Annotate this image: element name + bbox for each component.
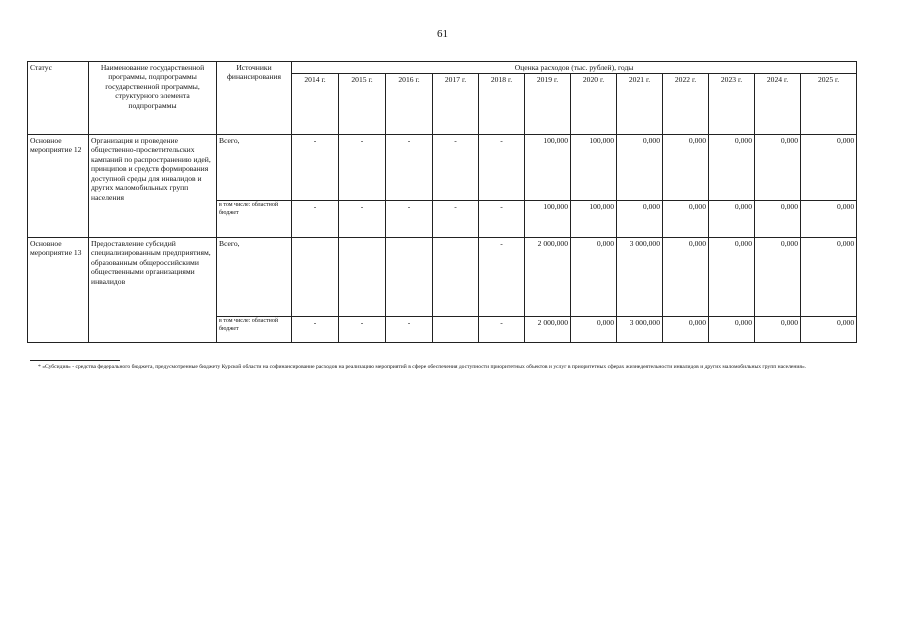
value-cell: 0,000 — [801, 238, 857, 317]
value-cell: - — [339, 201, 386, 238]
footnote-text: * «Субсидия» - средства федерального бюджета, предусмотренные бюджету Курской области на софинансирование расходов на реализацию мероприятий в сфере обеспечения доступности приоритетных объектов и услуг в приоритетных сферах жизнедеятельности инвалидов и других маломобильных групп населения». — [38, 364, 807, 370]
source-regional-budget: в том числе: областной бюджет — [217, 317, 292, 343]
value-cell: - — [386, 135, 433, 201]
year-header: 2025 г. — [801, 74, 857, 135]
value-cell: 0,000 — [755, 135, 801, 201]
year-header: 2016 г. — [386, 74, 433, 135]
value-cell: 0,000 — [709, 317, 755, 343]
year-header: 2020 г. — [571, 74, 617, 135]
year-header: 2023 г. — [709, 74, 755, 135]
value-cell: - — [479, 201, 525, 238]
header-estimate: Оценка расходов (тыс. рублей), годы — [292, 62, 857, 74]
value-cell: 0,000 — [571, 317, 617, 343]
value-cell: 3 000,000 — [617, 238, 663, 317]
value-cell: 0,000 — [801, 135, 857, 201]
row-name: Организация и проведение общественно-просветительских кампаний по распространению идей, принципов и средств формирования доступной среды для инвалидов и других маломобильных групп населения — [89, 135, 217, 238]
value-cell: 0,000 — [709, 135, 755, 201]
value-cell: 0,000 — [755, 201, 801, 238]
value-cell: 3 000,000 — [617, 317, 663, 343]
value-cell: 0,000 — [663, 201, 709, 238]
value-cell: - — [339, 317, 386, 343]
year-header: 2018 г. — [479, 74, 525, 135]
value-cell: 0,000 — [663, 135, 709, 201]
value-cell: - — [386, 317, 433, 343]
value-cell: 0,000 — [709, 201, 755, 238]
value-cell: 0,000 — [709, 238, 755, 317]
value-cell: 0,000 — [755, 317, 801, 343]
header-status: Статус — [28, 62, 89, 135]
value-cell: 0,000 — [617, 201, 663, 238]
footnote — [30, 363, 850, 371]
value-cell: - — [292, 135, 339, 201]
year-header: 2024 г. — [755, 74, 801, 135]
budget-table — [27, 61, 857, 343]
value-cell — [433, 317, 479, 343]
value-cell: 2 000,000 — [525, 317, 571, 343]
value-cell: 100,000 — [525, 201, 571, 238]
page-number: 61 — [437, 28, 448, 40]
year-header: 2021 г. — [617, 74, 663, 135]
value-cell — [386, 238, 433, 317]
header-program-name: Наименование государственной программы, подпрограммы государственной программы, структурного элемента подпрограммы — [89, 62, 217, 135]
value-cell: - — [479, 135, 525, 201]
value-cell: 100,000 — [525, 135, 571, 201]
value-cell — [433, 238, 479, 317]
value-cell — [292, 238, 339, 317]
value-cell: 0,000 — [663, 238, 709, 317]
value-cell: 2 000,000 — [525, 238, 571, 317]
value-cell: 0,000 — [571, 238, 617, 317]
source-total: Всего, — [217, 135, 292, 201]
value-cell: 100,000 — [571, 201, 617, 238]
value-cell: - — [433, 201, 479, 238]
footnote-divider — [30, 360, 120, 361]
header-sources: Источники финансирования — [217, 62, 292, 135]
year-header: 2015 г. — [339, 74, 386, 135]
value-cell: 0,000 — [801, 317, 857, 343]
source-regional-budget: в том числе: областной бюджет — [217, 201, 292, 238]
year-header: 2014 г. — [292, 74, 339, 135]
value-cell: - — [479, 238, 525, 317]
value-cell: 0,000 — [801, 201, 857, 238]
row-status: Основное мероприятие 12 — [28, 135, 89, 238]
row-status: Основное мероприятие 13 — [28, 238, 89, 343]
row-name: Предоставление субсидий специализированным предприятиям, образованным общероссийскими общественными организациями инвалидов — [89, 238, 217, 343]
value-cell: - — [292, 201, 339, 238]
source-total: Всего, — [217, 238, 292, 317]
value-cell — [339, 238, 386, 317]
value-cell: 0,000 — [617, 135, 663, 201]
year-header: 2017 г. — [433, 74, 479, 135]
value-cell: 100,000 — [571, 135, 617, 201]
value-cell: 0,000 — [755, 238, 801, 317]
value-cell: - — [433, 135, 479, 201]
value-cell: - — [386, 201, 433, 238]
value-cell: - — [292, 317, 339, 343]
year-header: 2019 г. — [525, 74, 571, 135]
year-header: 2022 г. — [663, 74, 709, 135]
value-cell: 0,000 — [663, 317, 709, 343]
value-cell: - — [339, 135, 386, 201]
value-cell: - — [479, 317, 525, 343]
